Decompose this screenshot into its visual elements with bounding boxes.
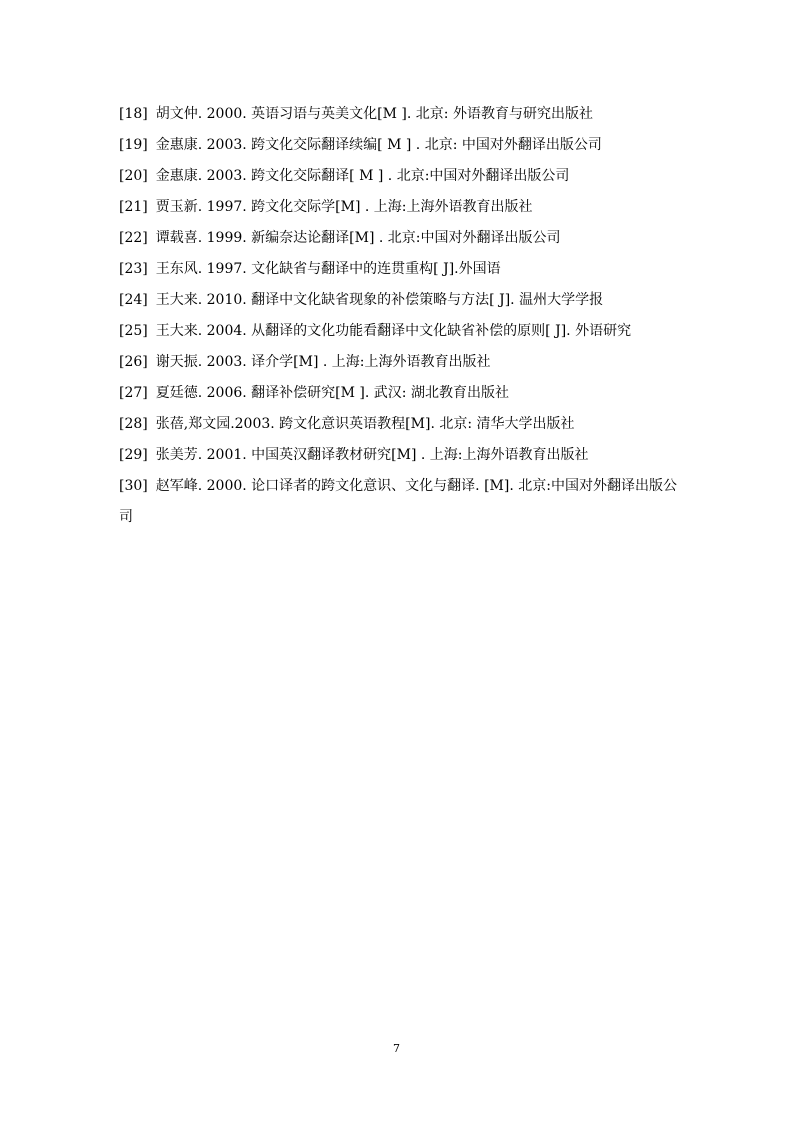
reference-number: [20] (119, 168, 148, 184)
reference-item-22 (119, 223, 685, 254)
reference-item-30 (119, 471, 685, 533)
reference-text: 夏廷德. 2006. 翻译补偿研究[M ]. 武汉: 湖北教育出版社 (155, 385, 509, 401)
reference-item-25 (119, 316, 685, 347)
reference-text: 王东风. 1997. 文化缺省与翻译中的连贯重构[ J].外国语 (155, 261, 501, 277)
reference-number: [27] (119, 385, 148, 401)
reference-item-28 (119, 409, 685, 440)
reference-text: 王大来. 2004. 从翻译的文化功能看翻译中文化缺省补偿的原则[ J]. 外语研究 (155, 323, 632, 339)
reference-number: [28] (119, 416, 148, 432)
reference-text: 谢天振. 2003. 译介学[M] . 上海:上海外语教育出版社 (155, 354, 491, 370)
reference-number: [21] (119, 199, 148, 215)
reference-number: [23] (119, 261, 148, 277)
reference-text: 张蓓,郑文园.2003. 跨文化意识英语教程[M]. 北京: 清华大学出版社 (155, 416, 575, 432)
reference-number: [25] (119, 323, 148, 339)
reference-item-24 (119, 285, 685, 316)
reference-item-21 (119, 192, 685, 223)
reference-text: 胡文仲. 2000. 英语习语与英美文化[M ]. 北京: 外语教育与研究出版社 (155, 106, 593, 122)
reference-text: 金惠康. 2003. 跨文化交际翻译[ M ] . 北京:中国对外翻译出版公司 (155, 168, 570, 184)
page-number: 7 (393, 1042, 400, 1055)
reference-text: 谭载喜. 1999. 新编奈达论翻译[M] . 北京:中国对外翻译出版公司 (155, 230, 561, 246)
reference-item-18 (119, 99, 685, 130)
reference-text: 王大来. 2010. 翻译中文化缺省现象的补偿策略与方法[ J]. 温州大学学报 (155, 292, 604, 308)
reference-number: [24] (119, 292, 148, 308)
reference-list (119, 99, 685, 533)
reference-item-19 (119, 130, 685, 161)
reference-item-20 (119, 161, 685, 192)
reference-item-26 (119, 347, 685, 378)
reference-item-27 (119, 378, 685, 409)
reference-number: [30] (119, 478, 148, 494)
reference-item-23 (119, 254, 685, 285)
reference-text: 张美芳. 2001. 中国英汉翻译教材研究[M] . 上海:上海外语教育出版社 (155, 447, 589, 463)
reference-text: 贾玉新. 1997. 跨文化交际学[M] . 上海:上海外语教育出版社 (155, 199, 533, 215)
reference-number: [22] (119, 230, 148, 246)
reference-number: [29] (119, 447, 148, 463)
reference-text: 金惠康. 2003. 跨文化交际翻译续编[ M ] . 北京: 中国对外翻译出版公司 (155, 137, 602, 153)
reference-item-29 (119, 440, 685, 471)
reference-text: 赵军峰. 2000. 论口译者的跨文化意识、文化与翻译. [M]. 北京:中国对外翻译出版公司 (119, 478, 677, 525)
reference-number: [26] (119, 354, 148, 370)
reference-number: [19] (119, 137, 148, 153)
reference-number: [18] (119, 106, 148, 122)
